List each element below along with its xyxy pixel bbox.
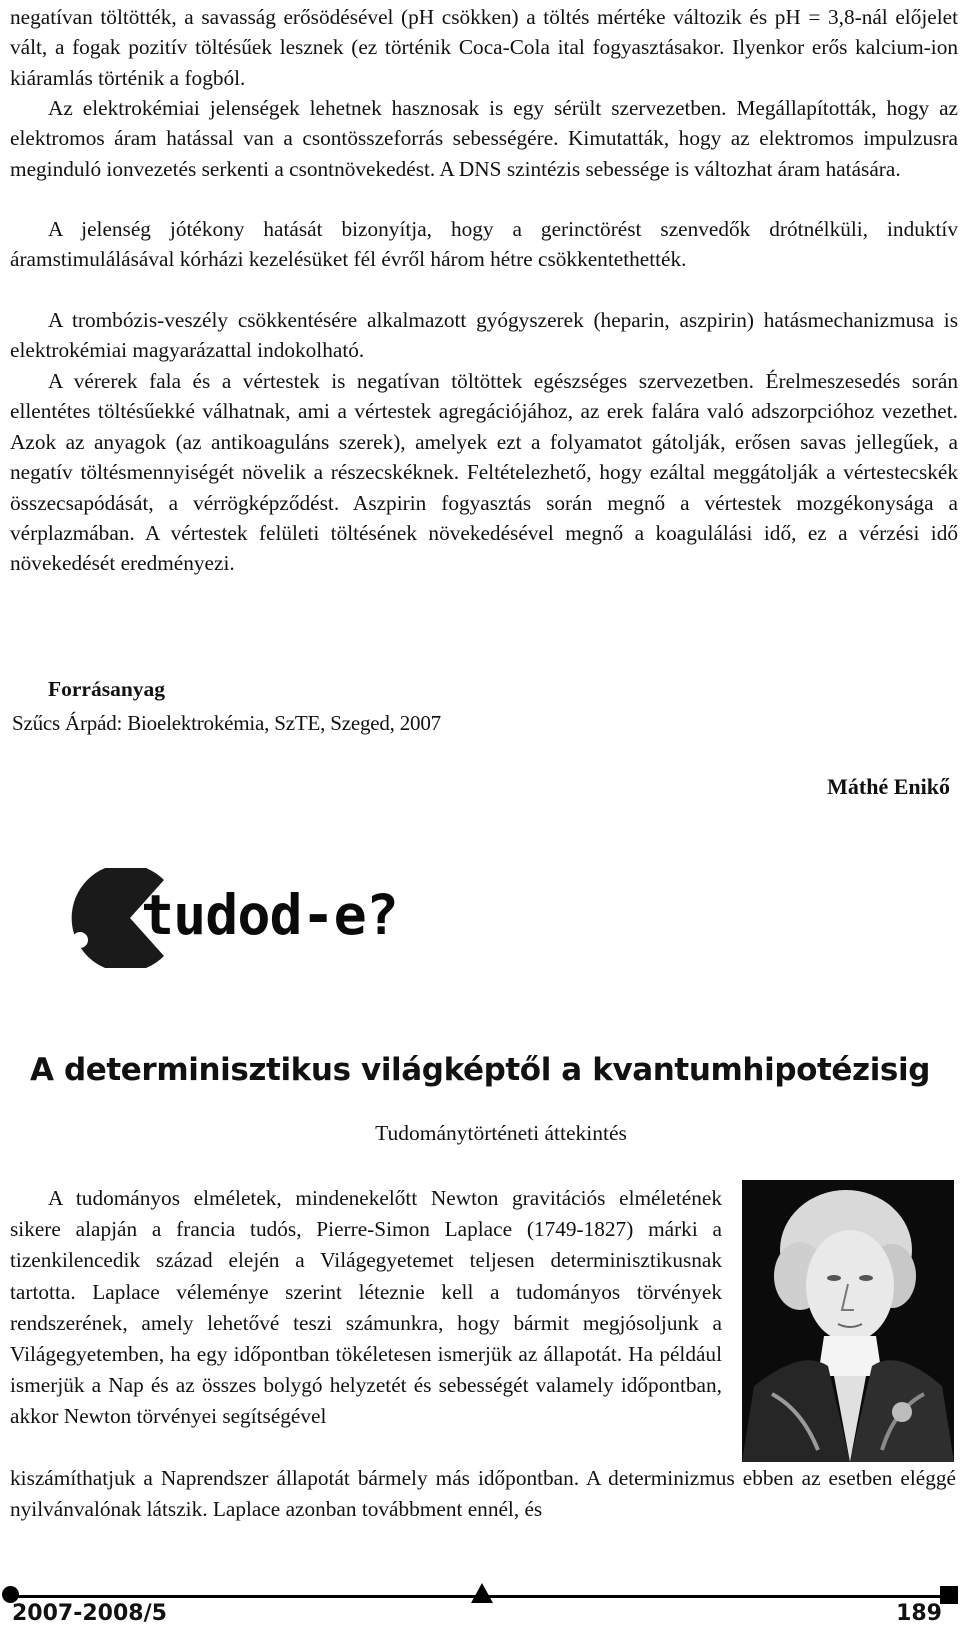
laplace-portrait — [742, 1180, 954, 1462]
logo-text: tudod-e? — [141, 883, 398, 947]
article-paragraph-1-continued: kiszámíthatjuk a Naprendszer állapotát bármely más időpontban. A determinizmus ebben az esetben eléggé nyilvánvalónak látszik. Laplace azonban továbbment ennél, és — [10, 1466, 956, 1522]
article-paragraph-1: A tudományos elméletek, mindenekelőtt Newton gravitációs elméletének sikere alapján a francia tudós, Pierre-Simon Laplace (1749-1827) márki a tizenkilencedik század elején a Világegyetemet teljesen determinisztikusnak tartotta. Laplace véleménye szerint léteznie kell a tudományos törvények rendszerének, amely lehetővé teszi számunkra, hogy bármit megjósoljunk a Világegyetemben, ha egy időpontban tökéletesen ismerjük az állapotát. Ha például ismerjük a Nap és az összes bolygó helyzetét és sebességét valamely időpontban, akkor Newton törvényei segítségével — [10, 1186, 722, 1429]
source-citation: Szűcs Árpád: Bioelektrokémia, SzTE, Szeged, 2007 — [12, 711, 441, 735]
paragraph-thrombosis: A trombózis-veszély csökkentésére alkalmazott gyógyszerek (heparin, aszpirin) hatásmechanizmusa is elektrokémiai magyarázattal indokolható. — [10, 308, 958, 363]
source-heading: Forrásanyag — [48, 677, 166, 701]
footer-issue: 2007-2008/5 — [12, 1601, 167, 1626]
paragraph-electrochem-useful: Az elektrokémiai jelenségek lehetnek hasznosak is egy sérült szervezetben. Megállapították, hogy az elektromos áram hatással van a csontösszeforrás sebességére. Kimutatták, hogy az elektromos impulzusra meginduló ionvezetés serkenti a csontnövekedést. A DNS szintézis sebessége is változhat áram hatására. — [10, 96, 958, 181]
footer-page-number: 189 — [896, 1601, 942, 1626]
article-subtitle: Tudománytörténeti áttekintés — [375, 1121, 627, 1145]
paragraph-blood-vessels: A vérerek fala és a vértestek is negatívan töltöttek egészséges szervezetben. Érelmeszesedés során ellentétes töltésűekké válhatnak, ami a vértestek agregációjához, az erek falára való adszorpcióhoz vezethet. Azok az anyagok (az antikoaguláns szerek), amelyek ezt a folyamatot gátolják, erősen savas jellegűek, a negatív töltésmennyiségét növelik a részecskéknek. Feltételezhető, hogy ezáltal meggátolják a vértestecskék összecsapódását, a vérrögképződést. Aszpirin fogyasztás során megnő a vértestek mozgékonysága a vérplazmában. A vértestek felületi töltésének növekedésével megnő a koagulálási idő, ez a vérzési idő növekedését eredményezi. — [10, 369, 958, 576]
paragraph-continued: negatívan töltötték, a savasság erősödésével (pH csökken) a töltés mértéke változik és pH = 3,8-nál előjelet vált, a fogak pozitív töltésűek lesznek (ez történik Coca-Cola ital fogyasztásakor. Ilyenkor erős kalcium-ion kiáramlás történik a fogból. — [10, 5, 958, 90]
footer-triangle-icon — [471, 1583, 493, 1603]
article-title: A determinisztikus világképtől a kvantumhipotézisig — [29, 1052, 930, 1088]
author-name: Máthé Enikő — [827, 774, 950, 799]
footer-square-icon — [940, 1586, 958, 1604]
paragraph-spine-fracture: A jelenség jótékony hatását bizonyítja, hogy a gerinctörést szenvedők drótnélküli, induktív áramstimulálásával kórházi kezelésüket fél évről három hétre csökkentethették. — [10, 217, 958, 272]
